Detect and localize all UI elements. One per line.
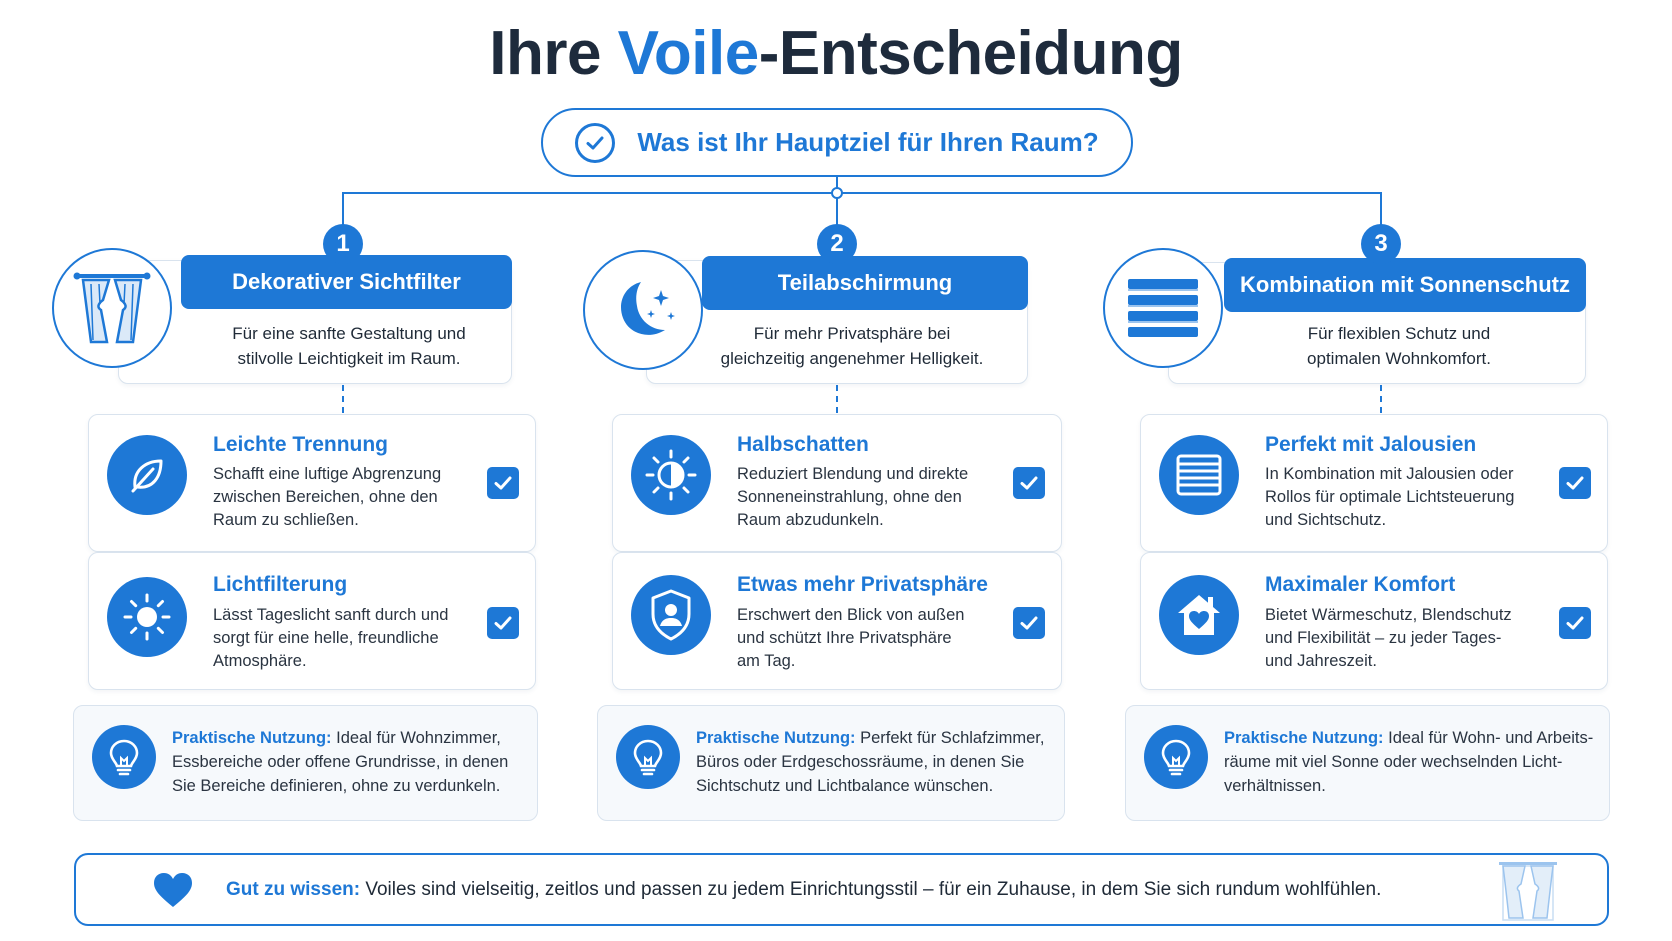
blinds-icon xyxy=(1103,248,1223,368)
category-description-2: Für mehr Privatsphäre bei gleichzeitig angenehmer Helligkeit. xyxy=(720,324,984,368)
category-description-3: Für flexiblen Schutz und optimalen Wohnkomfort. xyxy=(1307,324,1491,368)
page-title xyxy=(0,18,1672,89)
feature-title: Lichtfilterung xyxy=(213,573,348,596)
info-banner xyxy=(74,853,1609,926)
house-heart-icon xyxy=(1159,575,1239,655)
half-sun-icon xyxy=(631,435,711,515)
lightbulb-icon xyxy=(616,725,680,789)
feature-title: Leichte Trennung xyxy=(213,433,389,456)
feature-card-privatsphaere xyxy=(612,552,1062,690)
feature-title: Maximaler Komfort xyxy=(1265,573,1456,596)
lightbulb-icon xyxy=(92,725,156,789)
title-part1: Ihre xyxy=(489,19,618,88)
feature-card-halbschatten xyxy=(612,414,1062,552)
feature-title: Etwas mehr Privatsphäre xyxy=(737,573,988,596)
blinds-icon xyxy=(1159,435,1239,515)
category-header-2: Teilabschirmung xyxy=(702,256,1028,310)
lightbulb-icon xyxy=(1144,725,1208,789)
category-header-1: Dekorativer Sichtfilter xyxy=(181,255,512,309)
checkbox-checked[interactable] xyxy=(1559,467,1591,499)
feature-title: Perfekt mit Jalousien xyxy=(1265,433,1477,456)
checkbox-checked[interactable] xyxy=(1559,607,1591,639)
main-question xyxy=(541,108,1133,177)
tip-text: Praktische Nutzung: Perfekt für Schlafzimmer, Büros oder Erdgeschossräume, in denen Sie Sichtschutz und Lichtbalance wünschen. xyxy=(696,729,1045,795)
feature-text: In Kombination mit Jalousien oder Rollos für optimale Lichtsteuerung und Sichtschutz. xyxy=(1265,465,1515,529)
tree-junction xyxy=(831,187,843,199)
step-number-3: 3 xyxy=(1361,224,1401,264)
feature-card-jalousien xyxy=(1140,414,1608,552)
step-number-2: 2 xyxy=(817,224,857,264)
category-header-3: Kombination mit Sonnenschutz xyxy=(1224,258,1586,312)
dashed-connector-2 xyxy=(836,385,838,413)
shield-person-icon xyxy=(631,575,711,655)
checkbox-checked[interactable] xyxy=(1013,467,1045,499)
check-circle-icon xyxy=(575,123,615,163)
feature-card-leichte-trennung xyxy=(88,414,536,552)
feature-text: Reduziert Blendung und direkte Sonneneinstrahlung, ohne den Raum abzudunkeln. xyxy=(737,465,969,529)
checkbox-checked[interactable] xyxy=(487,467,519,499)
sun-icon xyxy=(107,577,187,657)
tip-card-3 xyxy=(1125,705,1610,821)
tip-card-1 xyxy=(73,705,538,821)
title-part2: -Entscheidung xyxy=(758,19,1183,88)
dashed-connector-1 xyxy=(342,385,344,413)
step-number-1: 1 xyxy=(323,224,363,264)
question-text: Was ist Ihr Hauptziel für Ihren Raum? xyxy=(637,127,1099,157)
feature-title: Halbschatten xyxy=(737,433,869,456)
leaf-icon xyxy=(107,435,187,515)
feature-card-lichtfilterung xyxy=(88,552,536,690)
title-highlight: Voile xyxy=(617,19,759,88)
feature-text: Bietet Wärmeschutz, Blendschutz und Flexibilität – zu jeder Tages- und Jahreszeit. xyxy=(1265,606,1512,670)
feature-card-komfort xyxy=(1140,552,1608,690)
moon-stars-icon xyxy=(583,250,703,370)
checkbox-checked[interactable] xyxy=(1013,607,1045,639)
tip-text: Praktische Nutzung: Ideal für Wohnzimmer, Essbereiche oder offene Grundrisse, in denen Sie Bereiche definieren, ohne zu verdunkeln. xyxy=(172,729,509,795)
tip-card-2 xyxy=(597,705,1065,821)
info-banner-text: Gut zu wissen: Voiles sind vielseitig, zeitlos und passen zu jedem Einrichtungsstil – für ein Zuhause, in dem Sie sich rundum wohlfühlen. xyxy=(226,879,1382,900)
feature-text: Schafft eine luftige Abgrenzung zwischen Bereichen, ohne den Raum zu schließen. xyxy=(213,465,442,529)
dashed-connector-3 xyxy=(1380,385,1382,413)
checkbox-checked[interactable] xyxy=(487,607,519,639)
tip-text: Praktische Nutzung: Ideal für Wohn- und Arbeits- räume mit viel Sonne oder wechselnden Licht- verhältnissen. xyxy=(1224,729,1594,795)
category-description-1: Für eine sanfte Gestaltung und stilvolle Leichtigkeit im Raum. xyxy=(232,324,466,368)
tree-connector-horizontal xyxy=(342,192,1382,194)
feature-text: Lässt Tageslicht sanft durch und sorgt für eine helle, freundliche Atmosphäre. xyxy=(213,606,449,670)
heart-icon xyxy=(152,871,194,914)
curtain-icon xyxy=(1497,860,1559,927)
feature-text: Erschwert den Blick von außen und schützt Ihre Privatsphäre am Tag. xyxy=(737,606,965,670)
curtain-icon xyxy=(52,248,172,368)
